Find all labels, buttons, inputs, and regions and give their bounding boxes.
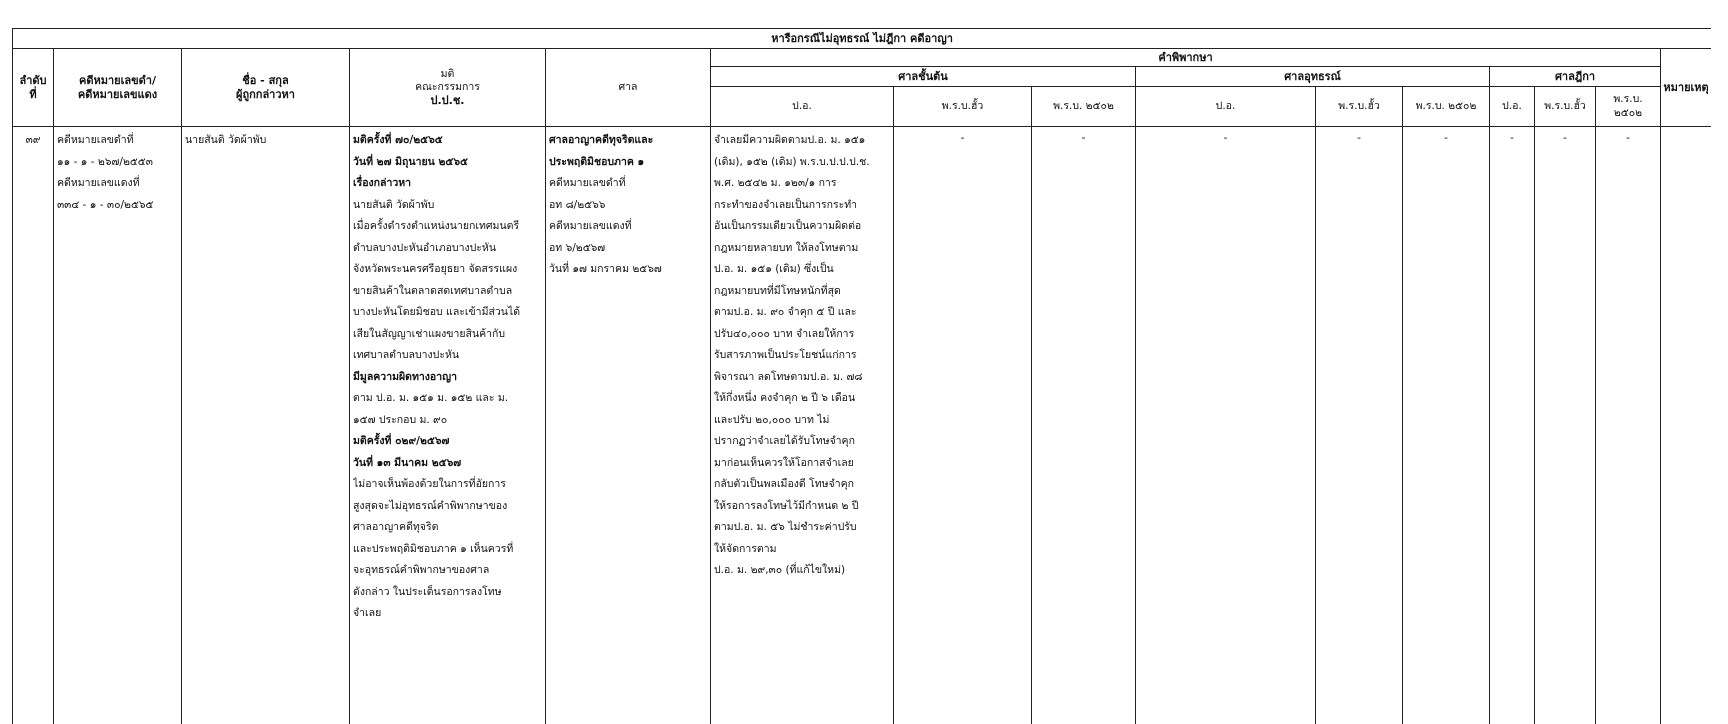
- cell-text-line: รับสารภาพเป็นประโยชน์แก่การ: [714, 349, 857, 361]
- cell-supreme-act2: -: [1596, 127, 1661, 724]
- cell-text-line: เรื่องกล่าวหา: [353, 177, 412, 189]
- header-supreme-act1: พ.ร.บ.ฮั้ว: [1535, 87, 1596, 127]
- cell-text-line: สูงสุดจะไม่อุทธรณ์คำพิพากษาของ: [353, 499, 508, 512]
- cell-supreme-po: -: [1490, 127, 1535, 724]
- cell-seq: ๓๙: [13, 127, 54, 724]
- header-appeal-act1: พ.ร.บ.ฮั้ว: [1316, 87, 1403, 127]
- cell-text-line: ให้กึ่งหนึ่ง คงจำคุก ๒ ปี ๖ เดือน: [714, 392, 856, 404]
- cell-text-line: มติครั้งที่ ๐๒๙/๒๕๖๗: [353, 435, 450, 447]
- header-court: ศาล: [546, 49, 711, 127]
- header-first-po: ป.อ.: [711, 87, 894, 127]
- header-appeal-court: ศาลอุทธรณ์: [1136, 67, 1490, 87]
- cell-text-line: พิจารณา ลดโทษตามป.อ. ม. ๗๘: [714, 370, 863, 383]
- cell-text-line: ขายสินค้าในตลาดสดเทศบาลตำบล: [353, 284, 513, 297]
- cell-text-line: วันที่ ๑๗ มกราคม ๒๕๖๗: [549, 263, 662, 275]
- cell-text-line: ให้จัดการตาม: [714, 542, 777, 555]
- cell-text-line: ศาลอาญาคดีทุจริต: [353, 521, 439, 533]
- cell-text-line: ตำบลบางปะหันอำเภอบางปะหัน: [353, 241, 497, 254]
- cell-text-line: มีมูลความผิดทางอาญา: [353, 370, 457, 383]
- header-appeal-po: ป.อ.: [1136, 87, 1316, 127]
- table-title: หารือกรณีไม่อุทธรณ์ ไม่ฎีกา คดีอาญา: [13, 29, 1712, 49]
- cell-text-line: กฎหมายบทที่มีโทษหนักที่สุด: [714, 284, 841, 297]
- cell-text-line: จำเลย: [353, 607, 382, 619]
- accused-name: นายสันติ วัดผ้าพับ: [185, 134, 267, 146]
- cell-text-line: ปรับ๔๐,๐๐๐ บาท จำเลยให้การ: [714, 327, 855, 340]
- cell-text-line: จะอุทธรณ์คำพิพากษาของศาล: [353, 564, 490, 576]
- cell-text-line: กลับตัวเป็นพลเมืองดี โทษจำคุก: [714, 478, 854, 490]
- header-appeal-act2: พ.ร.บ. ๒๕๐๒: [1403, 87, 1490, 127]
- cell-text-line: ให้รอการลงโทษไว้มีกำหนด ๒ ปี: [714, 499, 859, 512]
- case-no-line: ๑๑ - ๑ - ๒๖๗/๒๕๕๓: [57, 155, 153, 168]
- header-resolution-line1: มติ: [440, 67, 455, 80]
- cell-first-act2: -: [1032, 127, 1136, 724]
- header-first-act2: พ.ร.บ. ๒๕๐๒: [1032, 87, 1136, 127]
- cell-text-line: พ.ศ. ๒๕๔๒ ม. ๑๒๓/๑ การ: [714, 177, 837, 189]
- header-seq-line1: ลำดับ: [19, 73, 47, 87]
- cell-text-line: คดีหมายเลขแดงที่: [549, 220, 632, 232]
- cell-text-line: ป.อ. ม. ๑๕๑ (เดิม) ซึ่งเป็น: [714, 263, 834, 275]
- cell-text-line: อท ๘/๒๕๖๖: [549, 198, 606, 211]
- header-supreme-court: ศาลฎีกา: [1490, 67, 1661, 87]
- cell-text-line: จำเลยมีความผิดตามป.อ. ม. ๑๕๑: [714, 134, 866, 146]
- header-resolution: [350, 49, 546, 127]
- cell-resolution: [350, 127, 546, 724]
- document-table-wrapper: [12, 28, 1711, 724]
- cell-text-line: จังหวัดพระนครศรีอยุธยา จัดสรรแผง: [353, 263, 518, 275]
- cell-text-line: บางปะหันโดยมิชอบ และเข้ามีส่วนได้: [353, 306, 521, 318]
- cell-text-line: ตามป.อ. ม. ๕๖ ไม่ชำระค่าปรับ: [714, 521, 857, 533]
- table-row: [13, 127, 1712, 724]
- header-name: [182, 49, 350, 127]
- header-supreme-act2-line2: ๒๕๐๒: [1613, 106, 1643, 119]
- case-table: [12, 28, 1711, 724]
- header-supreme-act2: [1596, 87, 1661, 127]
- case-no-line: คดีหมายเลขดำที่: [57, 134, 134, 146]
- header-remark: หมายเหตุ: [1661, 49, 1712, 127]
- cell-appeal-act2: -: [1403, 127, 1490, 724]
- cell-text-line: ประพฤติมิชอบภาค ๑: [549, 155, 645, 168]
- cell-text-line: กระทำของจำเลยเป็นการกระทำ: [714, 198, 858, 211]
- cell-text-line: วันที่ ๑๓ มีนาคม ๒๕๖๗: [353, 456, 462, 469]
- cell-supreme-act1: -: [1535, 127, 1596, 724]
- header-case-no: [54, 49, 182, 127]
- cell-text-line: ๑๕๗ ประกอบ ม. ๙๐: [353, 413, 448, 426]
- cell-text-line: มาก่อนเห็นควรให้โอกาสจำเลย: [714, 456, 854, 469]
- cell-appeal-act1: -: [1316, 127, 1403, 724]
- cell-text-line: อันเป็นกรรมเดียวเป็นความผิดต่อ: [714, 220, 862, 232]
- case-no-line: ๓๓๔ - ๑ - ๓๐/๒๕๖๕: [57, 198, 154, 211]
- cell-text-line: และประพฤติมิชอบภาค ๑ เห็นควรที่: [353, 542, 514, 555]
- case-no-line: คดีหมายเลขแดงที่: [57, 177, 140, 189]
- header-name-line2: ผู้ถูกกล่าวหา: [236, 87, 295, 101]
- header-first-court: ศาลชั้นต้น: [711, 67, 1136, 87]
- header-supreme-act2-line1: พ.ร.บ.: [1613, 93, 1643, 106]
- cell-text-line: (เดิม), ๑๕๒ (เดิม) พ.ร.บ.ป.ป.ป.ช.: [714, 155, 870, 168]
- header-resolution-line2: คณะกรรมการ: [415, 80, 480, 93]
- header-name-line1: ชื่อ - สกุล: [242, 73, 289, 87]
- cell-text-line: ดังกล่าว ในประเด็นรอการลงโทษ: [353, 585, 502, 598]
- cell-first-po: [711, 127, 894, 724]
- header-resolution-line3: ป.ป.ช.: [430, 93, 465, 107]
- cell-text-line: และปรับ ๒๐,๐๐๐ บาท ไม่: [714, 413, 830, 426]
- cell-name: [182, 127, 350, 724]
- cell-text-line: ป.อ. ม. ๒๙,๓๐ (ที่แก้ไขใหม่): [714, 564, 846, 576]
- cell-text-line: คดีหมายเลขดำที่: [549, 177, 626, 189]
- header-first-act1: พ.ร.บ.ฮั้ว: [894, 87, 1032, 127]
- header-case-no-line1: คดีหมายเลขดำ/: [79, 73, 156, 87]
- cell-text-line: วันที่ ๒๗ มิถุนายน ๒๕๖๕: [353, 155, 468, 168]
- cell-text-line: ไม่อาจเห็นพ้องด้วยในการที่อัยการ: [353, 478, 506, 490]
- cell-text-line: เสียในสัญญาเช่าแผงขายสินค้ากับ: [353, 327, 506, 340]
- header-seq-line2: ที่: [29, 87, 37, 101]
- header-case-no-line2: คดีหมายเลขแดง: [77, 87, 158, 101]
- cell-text-line: ตาม ป.อ. ม. ๑๕๑ ม. ๑๕๒ และ ม.: [353, 392, 509, 404]
- header-judgment: คำพิพากษา: [711, 49, 1661, 67]
- cell-text-line: มติครั้งที่ ๗๐/๒๕๖๕: [353, 134, 443, 146]
- cell-appeal-po: -: [1136, 127, 1316, 724]
- cell-text-line: เทศบาลตำบลบางปะหัน: [353, 349, 460, 361]
- cell-text-line: อท ๖/๒๕๖๗: [549, 241, 606, 254]
- cell-court: [546, 127, 711, 724]
- cell-text-line: กฎหมายหลายบท ให้ลงโทษตาม: [714, 241, 859, 254]
- cell-text-line: ตามป.อ. ม. ๙๐ จำคุก ๕ ปี และ: [714, 306, 857, 318]
- cell-remark: [1661, 127, 1712, 724]
- cell-text-line: เมื่อครั้งดำรงตำแหน่งนายกเทศมนตรี: [353, 220, 520, 232]
- cell-text-line: นายสันติ วัดผ้าพับ: [353, 198, 435, 211]
- cell-first-act1: -: [894, 127, 1032, 724]
- cell-case-no: [54, 127, 182, 724]
- cell-text-line: ศาลอาญาคดีทุจริตและ: [549, 134, 654, 146]
- header-supreme-po: ป.อ.: [1490, 87, 1535, 127]
- cell-text-line: ปรากฏว่าจำเลยได้รับโทษจำคุก: [714, 435, 855, 447]
- header-seq: [13, 49, 54, 127]
